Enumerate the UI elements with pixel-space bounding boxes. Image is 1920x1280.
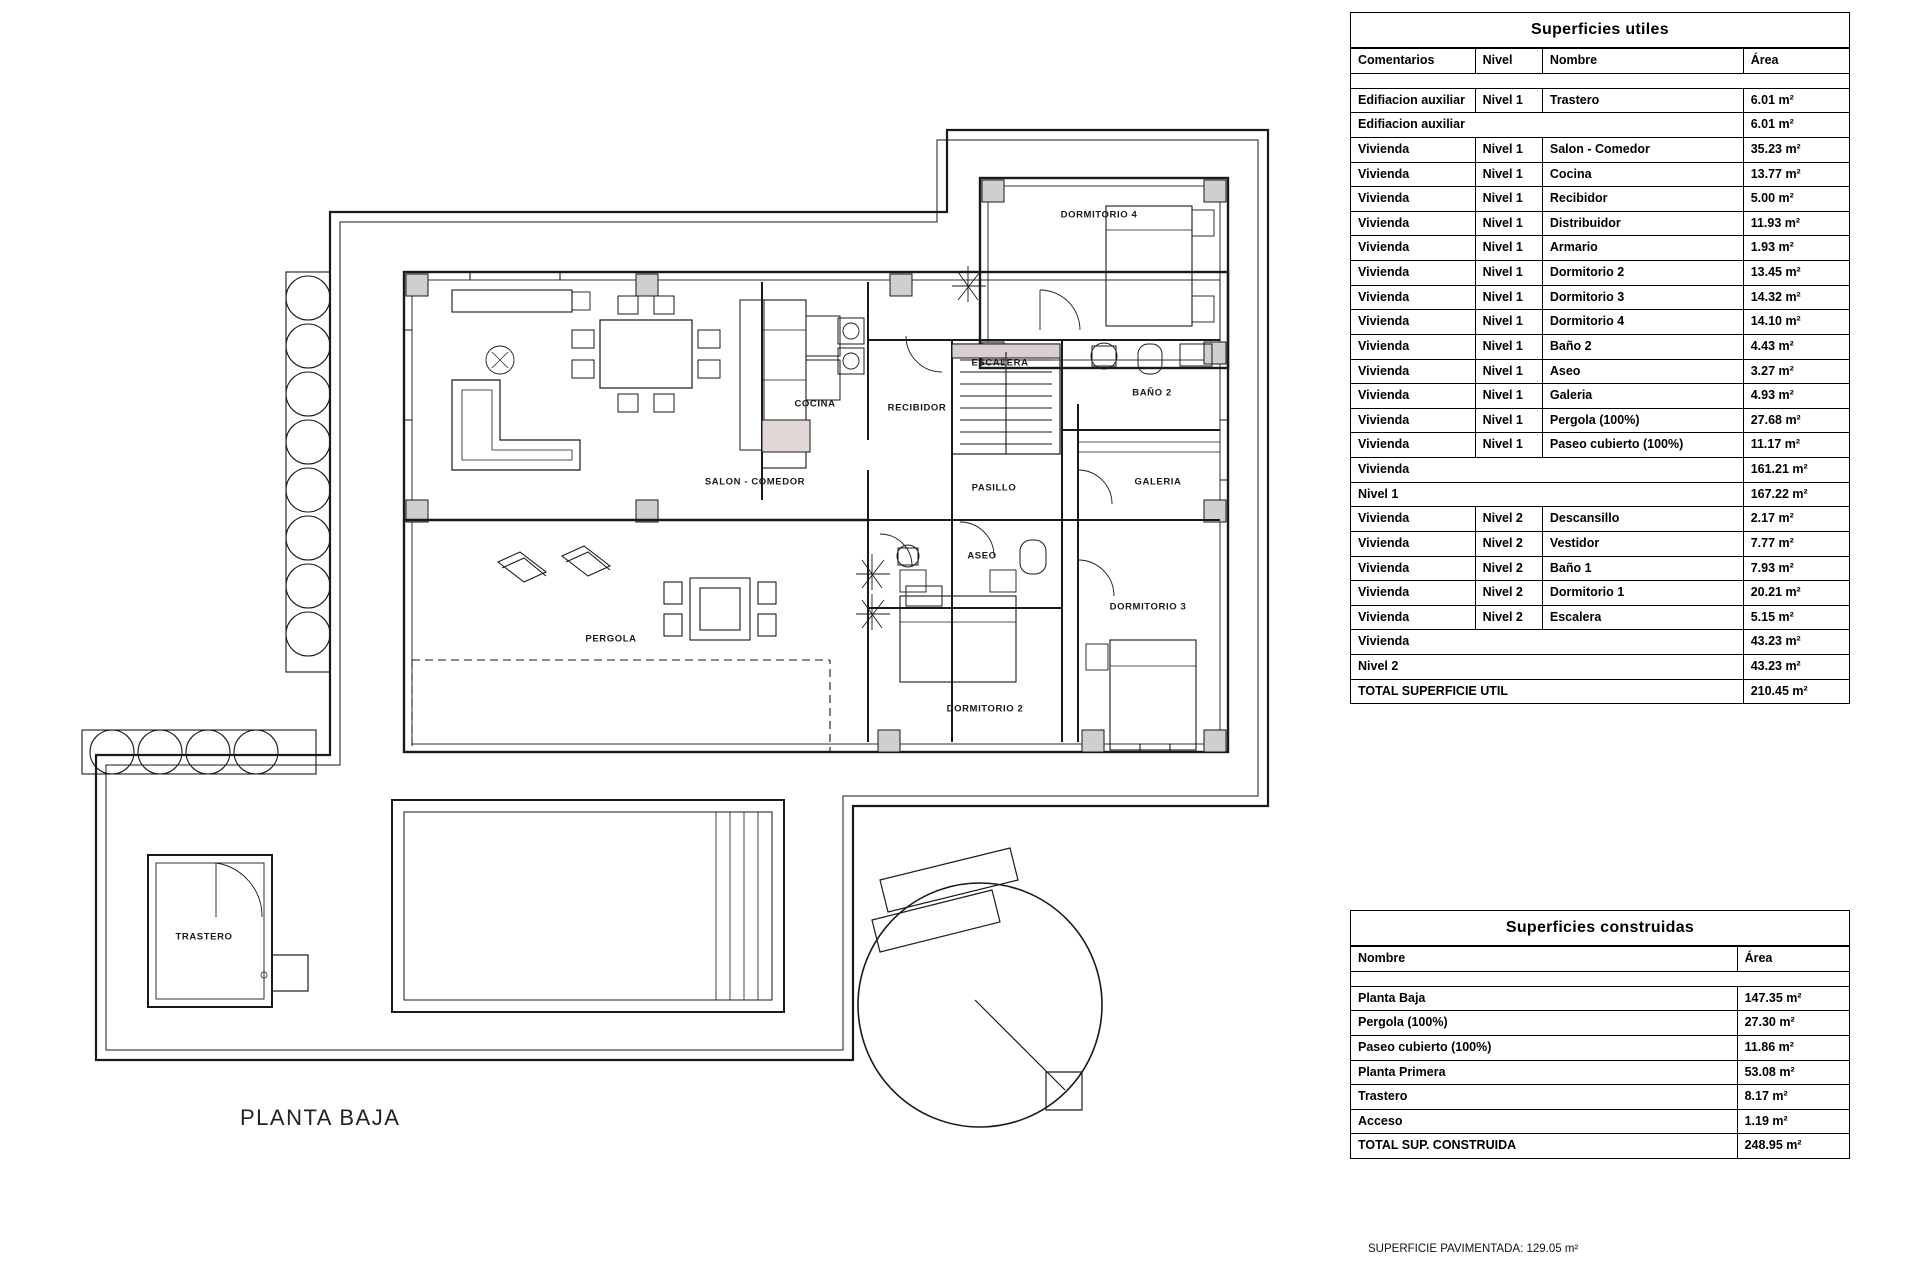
table-row xyxy=(1351,1109,1850,1134)
cell-nombre: Planta Baja xyxy=(1351,986,1738,1011)
cell-subtotal-area: 43.23 m² xyxy=(1743,630,1849,655)
cell-subtotal-label: Edifiacion auxiliar xyxy=(1351,113,1744,138)
cell-area: 11.93 m² xyxy=(1743,211,1849,236)
cell-area: 11.86 m² xyxy=(1737,1035,1849,1060)
cell-subtotal-area: 6.01 m² xyxy=(1743,113,1849,138)
cell-comentarios: Vivienda xyxy=(1351,408,1476,433)
cell-nivel: Nivel 1 xyxy=(1475,433,1542,458)
cell-comentarios: Vivienda xyxy=(1351,261,1476,286)
cell-area: 35.23 m² xyxy=(1743,137,1849,162)
cell-comentarios: Edifiacion auxiliar xyxy=(1351,88,1476,113)
cell-comentarios: Vivienda xyxy=(1351,359,1476,384)
column-header-area: Área xyxy=(1737,947,1849,972)
cell-nivel: Nivel 1 xyxy=(1475,261,1542,286)
table-row xyxy=(1351,531,1850,556)
room-label-cocina: COCINA xyxy=(794,398,836,410)
table-row xyxy=(1351,285,1850,310)
cell-area: 11.17 m² xyxy=(1743,433,1849,458)
cell-nombre: Trastero xyxy=(1351,1085,1738,1110)
cell-comentarios: Vivienda xyxy=(1351,236,1476,261)
cell-area: 4.43 m² xyxy=(1743,334,1849,359)
table-spacer xyxy=(1351,73,1850,88)
cell-area: 27.30 m² xyxy=(1737,1011,1849,1036)
room-label-dormitorio-3: DORMITORIO 3 xyxy=(1109,601,1187,613)
table-row xyxy=(1351,334,1850,359)
cell-area: 5.15 m² xyxy=(1743,605,1849,630)
table-row xyxy=(1351,556,1850,581)
column-header-nombre: Nombre xyxy=(1542,49,1743,74)
room-label-dormitorio-4: DORMITORIO 4 xyxy=(1060,209,1138,221)
table-row xyxy=(1351,605,1850,630)
superficies-utiles-table xyxy=(1350,12,1850,704)
cell-nivel: Nivel 2 xyxy=(1475,531,1542,556)
table-subtotal-row xyxy=(1351,655,1850,680)
room-label-trastero: TRASTERO xyxy=(175,931,233,943)
cell-area: 14.32 m² xyxy=(1743,285,1849,310)
cell-area: 3.27 m² xyxy=(1743,359,1849,384)
cell-nivel: Nivel 1 xyxy=(1475,137,1542,162)
room-label-aseo: ASEO xyxy=(967,550,997,562)
cell-nombre: Acceso xyxy=(1351,1109,1738,1134)
cell-subtotal-label: Nivel 1 xyxy=(1351,482,1744,507)
cell-nivel: Nivel 1 xyxy=(1475,236,1542,261)
cell-subtotal-label: Vivienda xyxy=(1351,630,1744,655)
cell-nombre: Paseo cubierto (100%) xyxy=(1351,1035,1738,1060)
cell-comentarios: Vivienda xyxy=(1351,507,1476,532)
cell-nombre: Armario xyxy=(1542,236,1743,261)
cell-nombre: Trastero xyxy=(1542,88,1743,113)
cell-nivel: Nivel 1 xyxy=(1475,310,1542,335)
cell-nombre: Pergola (100%) xyxy=(1542,408,1743,433)
cell-area: 27.68 m² xyxy=(1743,408,1849,433)
cell-comentarios: Vivienda xyxy=(1351,187,1476,212)
column-header-comentarios: Comentarios xyxy=(1351,49,1476,74)
table-row xyxy=(1351,507,1850,532)
cell-nombre: Dormitorio 3 xyxy=(1542,285,1743,310)
room-label-recibidor: RECIBIDOR xyxy=(887,402,947,414)
table-subtotal-row xyxy=(1351,113,1850,138)
cell-nombre: Aseo xyxy=(1542,359,1743,384)
room-label-bano-2: BAÑO 2 xyxy=(1132,387,1172,399)
cell-nombre: Recibidor xyxy=(1542,187,1743,212)
cell-total-area: 248.95 m² xyxy=(1737,1134,1849,1159)
cell-nombre: Galeria xyxy=(1542,384,1743,409)
cell-comentarios: Vivienda xyxy=(1351,581,1476,606)
room-label-dormitorio-2: DORMITORIO 2 xyxy=(946,703,1024,715)
cell-area: 8.17 m² xyxy=(1737,1085,1849,1110)
table-row xyxy=(1351,1035,1850,1060)
table-subtotal-row xyxy=(1351,630,1850,655)
cell-comentarios: Vivienda xyxy=(1351,531,1476,556)
table-row xyxy=(1351,1060,1850,1085)
cell-comentarios: Vivienda xyxy=(1351,162,1476,187)
cell-nombre: Baño 2 xyxy=(1542,334,1743,359)
table-spacer xyxy=(1351,971,1850,986)
table-row xyxy=(1351,162,1850,187)
cell-nombre: Dormitorio 1 xyxy=(1542,581,1743,606)
cell-total-label: TOTAL SUPERFICIE UTIL xyxy=(1351,679,1744,704)
cell-comentarios: Vivienda xyxy=(1351,384,1476,409)
cell-nombre: Planta Primera xyxy=(1351,1060,1738,1085)
table-row xyxy=(1351,236,1850,261)
cell-nombre: Distribuidor xyxy=(1542,211,1743,236)
cell-nombre: Cocina xyxy=(1542,162,1743,187)
room-label-pergola: PERGOLA xyxy=(585,633,637,645)
cell-area: 13.77 m² xyxy=(1743,162,1849,187)
cell-nombre: Dormitorio 2 xyxy=(1542,261,1743,286)
room-label-galeria: GALERIA xyxy=(1134,476,1182,488)
column-header-nombre: Nombre xyxy=(1351,947,1738,972)
cell-comentarios: Vivienda xyxy=(1351,433,1476,458)
cell-area: 1.19 m² xyxy=(1737,1109,1849,1134)
cell-comentarios: Vivienda xyxy=(1351,334,1476,359)
table-subtotal-row xyxy=(1351,482,1850,507)
cell-comentarios: Vivienda xyxy=(1351,556,1476,581)
table-row xyxy=(1351,88,1850,113)
cell-area: 5.00 m² xyxy=(1743,187,1849,212)
page-title: PLANTA BAJA xyxy=(240,1105,401,1130)
cell-area: 1.93 m² xyxy=(1743,236,1849,261)
cell-nivel: Nivel 2 xyxy=(1475,507,1542,532)
table-row xyxy=(1351,986,1850,1011)
table-header-row xyxy=(1351,947,1850,972)
cell-subtotal-area: 43.23 m² xyxy=(1743,655,1849,680)
table-row xyxy=(1351,211,1850,236)
cell-area: 6.01 m² xyxy=(1743,88,1849,113)
room-label-escalera: ESCALERA xyxy=(971,357,1029,369)
table-row xyxy=(1351,384,1850,409)
table-row xyxy=(1351,359,1850,384)
cell-nivel: Nivel 1 xyxy=(1475,359,1542,384)
table-row xyxy=(1351,187,1850,212)
table-row xyxy=(1351,433,1850,458)
superficies-utiles-title: Superficies utiles xyxy=(1350,12,1850,48)
cell-comentarios: Vivienda xyxy=(1351,605,1476,630)
cell-area: 4.93 m² xyxy=(1743,384,1849,409)
cell-area: 20.21 m² xyxy=(1743,581,1849,606)
cell-nombre: Dormitorio 4 xyxy=(1542,310,1743,335)
table-total-row xyxy=(1351,679,1850,704)
cell-nombre: Baño 1 xyxy=(1542,556,1743,581)
cell-nivel: Nivel 2 xyxy=(1475,581,1542,606)
cell-nombre: Salon - Comedor xyxy=(1542,137,1743,162)
cell-nivel: Nivel 1 xyxy=(1475,384,1542,409)
table-row xyxy=(1351,581,1850,606)
cell-nivel: Nivel 1 xyxy=(1475,187,1542,212)
table-subtotal-row xyxy=(1351,458,1850,483)
table-header-row xyxy=(1351,49,1850,74)
cell-area: 14.10 m² xyxy=(1743,310,1849,335)
cell-subtotal-area: 167.22 m² xyxy=(1743,482,1849,507)
cell-nombre: Pergola (100%) xyxy=(1351,1011,1738,1036)
cell-comentarios: Vivienda xyxy=(1351,285,1476,310)
room-label-pasillo: PASILLO xyxy=(971,482,1017,494)
cell-nivel: Nivel 1 xyxy=(1475,162,1542,187)
superficies-construidas-title: Superficies construidas xyxy=(1350,910,1850,946)
cell-nivel: Nivel 1 xyxy=(1475,211,1542,236)
table-row xyxy=(1351,137,1850,162)
superficies-construidas-table xyxy=(1350,910,1850,1159)
table-row xyxy=(1351,1011,1850,1036)
table-row xyxy=(1351,310,1850,335)
cell-area: 2.17 m² xyxy=(1743,507,1849,532)
cell-subtotal-label: Vivienda xyxy=(1351,458,1744,483)
table-row xyxy=(1351,1085,1850,1110)
column-header-nivel: Nivel xyxy=(1475,49,1542,74)
cell-nivel: Nivel 2 xyxy=(1475,605,1542,630)
cell-area: 13.45 m² xyxy=(1743,261,1849,286)
superficie-pavimentada-note: SUPERFICIE PAVIMENTADA: 129.05 m² xyxy=(1368,1243,1579,1255)
cell-area: 7.77 m² xyxy=(1743,531,1849,556)
cell-nombre: Escalera xyxy=(1542,605,1743,630)
column-header-area: Área xyxy=(1743,49,1849,74)
room-label-salon-comedor: SALON - COMEDOR xyxy=(704,476,806,488)
cell-nombre: Vestidor xyxy=(1542,531,1743,556)
cell-nivel: Nivel 1 xyxy=(1475,88,1542,113)
table-row xyxy=(1351,408,1850,433)
cell-area: 147.35 m² xyxy=(1737,986,1849,1011)
cell-nombre: Paseo cubierto (100%) xyxy=(1542,433,1743,458)
cell-comentarios: Vivienda xyxy=(1351,137,1476,162)
cell-nombre: Descansillo xyxy=(1542,507,1743,532)
cell-comentarios: Vivienda xyxy=(1351,211,1476,236)
cell-total-area: 210.45 m² xyxy=(1743,679,1849,704)
cell-nivel: Nivel 2 xyxy=(1475,556,1542,581)
cell-area: 53.08 m² xyxy=(1737,1060,1849,1085)
cell-comentarios: Vivienda xyxy=(1351,310,1476,335)
cell-total-label: TOTAL SUP. CONSTRUIDA xyxy=(1351,1134,1738,1159)
table-row xyxy=(1351,261,1850,286)
cell-area: 7.93 m² xyxy=(1743,556,1849,581)
cell-nivel: Nivel 1 xyxy=(1475,285,1542,310)
cell-subtotal-area: 161.21 m² xyxy=(1743,458,1849,483)
cell-nivel: Nivel 1 xyxy=(1475,334,1542,359)
cell-nivel: Nivel 1 xyxy=(1475,408,1542,433)
table-total-row xyxy=(1351,1134,1850,1159)
cell-subtotal-label: Nivel 2 xyxy=(1351,655,1744,680)
